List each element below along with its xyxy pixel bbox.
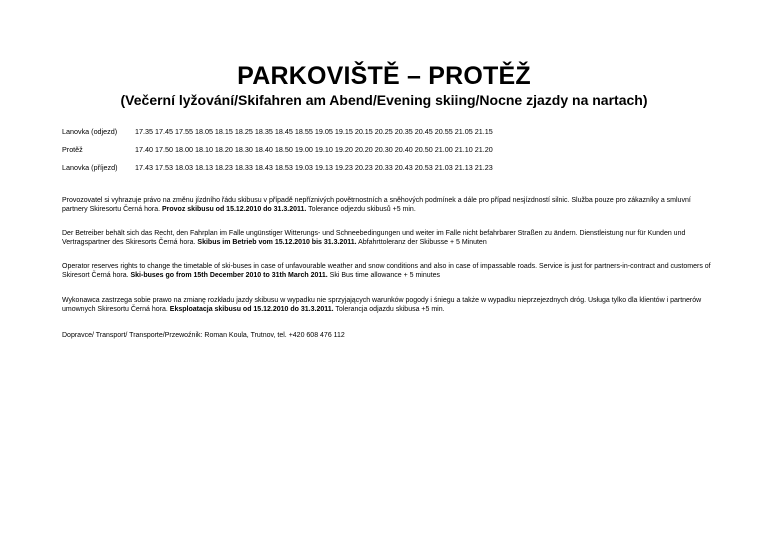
page-subtitle: (Večerní lyžování/Skifahren am Abend/Evening skiing/Nocne zjazdy na nartach) [120, 92, 648, 108]
row-label: Protěž [62, 145, 83, 154]
notice-tail: Tolerance odjezdu skibusů +5 min. [306, 206, 416, 213]
notice-bold: Provoz skibusu od 15.12.2010 do 31.3.2011. [162, 206, 307, 213]
notice-tail: Ski Bus time allowance + 5 minutes [327, 272, 440, 279]
notice-polish [62, 296, 712, 314]
row-times: 17.43 17.53 18.03 18.13 18.23 18.33 18.43 18.53 19.03 19.13 19.23 20.23 20.33 20.43 20.53 21.03 21.13 21.23 [135, 163, 493, 172]
notice-tail: Abfahrttoleranz der Skibusse + 5 Minuten [356, 239, 487, 246]
notice-bold: Skibus im Betrieb vom 15.12.2010 bis 31.3.2011. [197, 239, 357, 246]
row-label: Lanovka (příjezd) [62, 163, 118, 172]
notice-text: Wykonawca zastrzega sobie prawo na zmianę rozkładu jazdy skibusu w wypadku nie sprzyjających warunków pogody i śniegu a także w wypadku nieprzejezdnych dróg. Usługa tylko dla klientów i partnerów umownych Skiresortu Černá hora. [62, 297, 702, 313]
notice-tail: Tolerancja odjazdu skibusa +5 min. [333, 306, 445, 313]
notice-text: Der Betreiber behält sich das Recht, den Fahrplan im Falle ungünstiger Witterungs- und Schneebedingungen und weiter im Falle nicht befahrbarer Straßen zu ändern. Dienstleistung nur für Kunden und Vertragspartner des Skiresorts Černá hora. [62, 230, 686, 246]
row-times: 17.40 17.50 18.00 18.10 18.20 18.30 18.40 18.50 19.00 19.10 19.20 20.20 20.30 20.40 20.50 21.00 21.10 21.20 [135, 145, 493, 154]
page-title: PARKOVIŠTĚ – PROTĚŽ [237, 62, 531, 90]
notice-text: Operator reserves rights to change the timetable of ski-buses in case of unfavourable weather and snow conditions and also in case of impassable roads. Service is just for partners-in-contract and customers of Skiresort Černá hora. [62, 263, 711, 279]
notice-czech [62, 196, 712, 214]
row-label: Lanovka (odjezd) [62, 127, 118, 136]
notice-bold: Ski-buses go from 15th December 2010 to 31th March 2011. [130, 272, 328, 279]
notice-bold: Eksploatacja skibusu od 15.12.2010 do 31.3.2011. [169, 306, 334, 313]
row-times: 17.35 17.45 17.55 18.05 18.15 18.25 18.35 18.45 18.55 19.05 19.15 20.15 20.25 20.35 20.45 20.55 21.05 21.15 [135, 127, 493, 136]
notice-german [62, 229, 712, 247]
notice-english [62, 262, 712, 280]
notice-text: Provozovatel si vyhrazuje právo na změnu jízdního řádu skibusu v případě nepříznivých povětrnostních a sněhových podmínek a dále pro případ nesjízdností silnic. Služba pouze pro zákazníky a smluvní partnery Skiresortu Černá hora. [62, 197, 691, 213]
carrier-info: Dopravce/ Transport/ Transporte/Przewoźnik: Roman Koula, Trutnov, tel. +420 608 476 112 [62, 332, 345, 339]
